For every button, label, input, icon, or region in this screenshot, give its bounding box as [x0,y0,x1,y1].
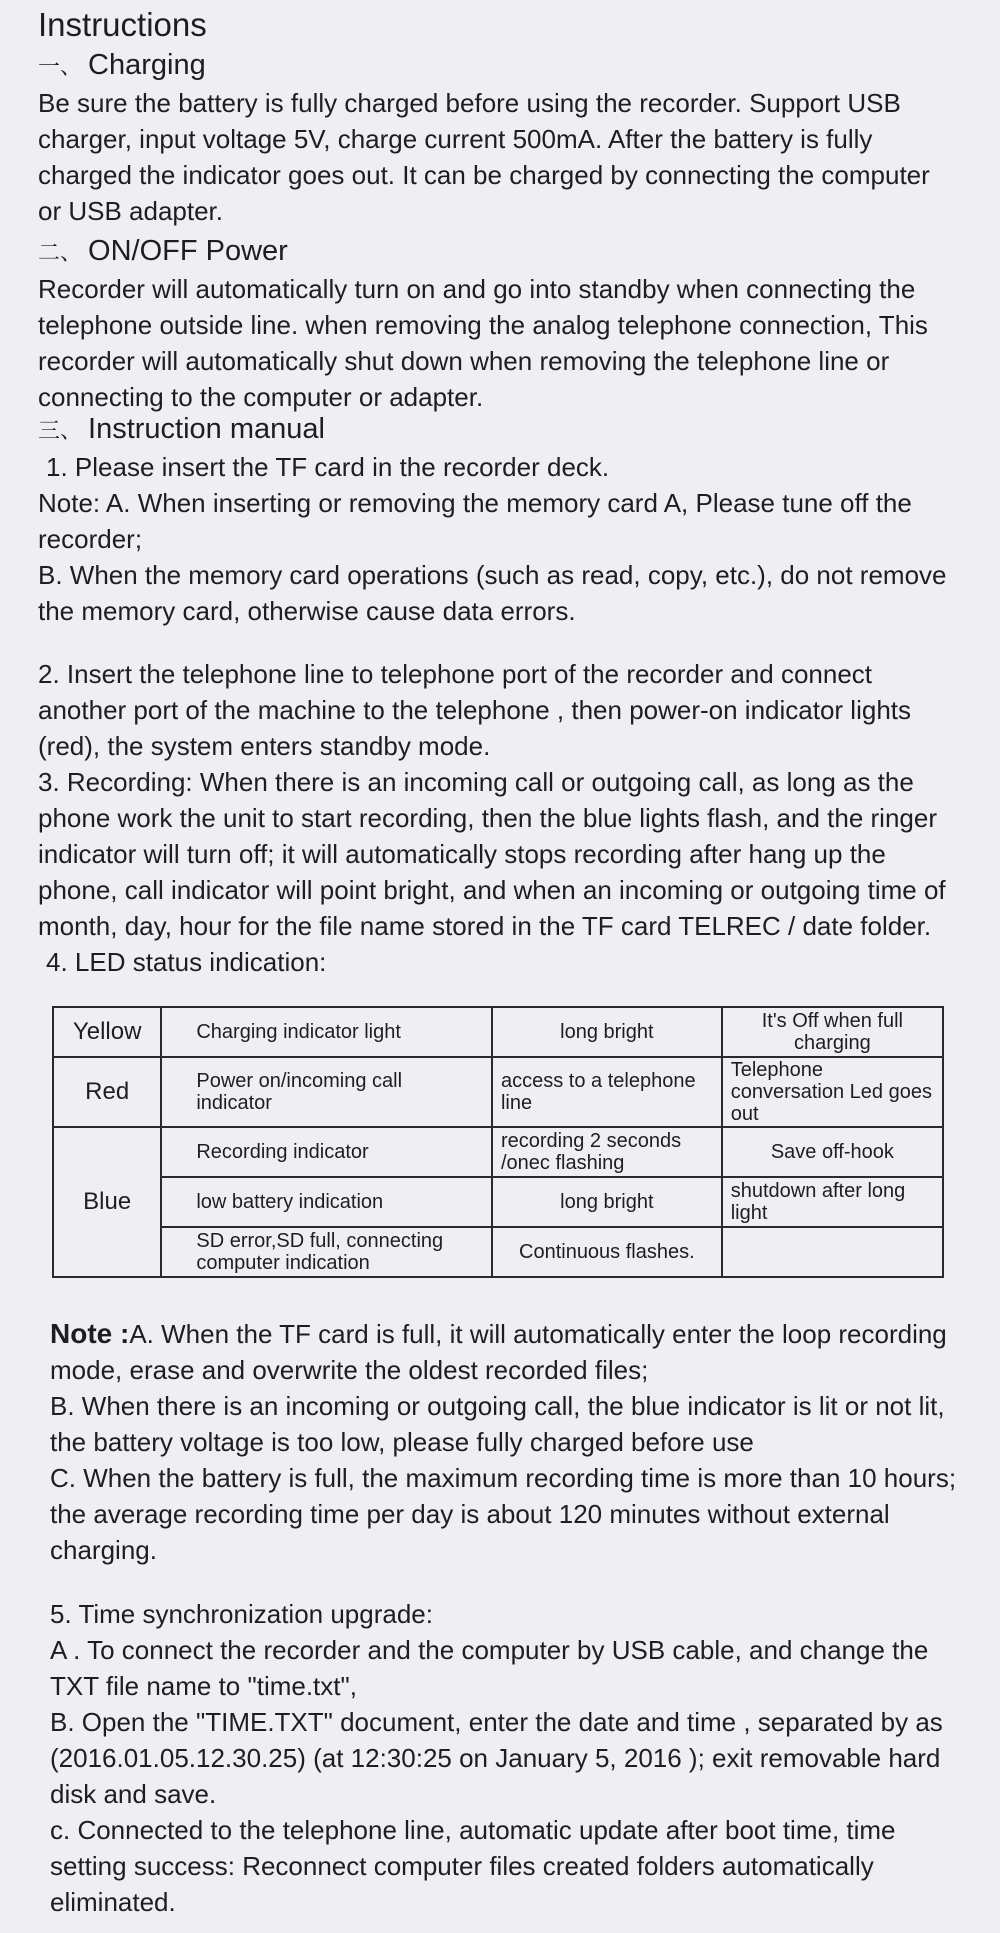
table-row [53,1177,943,1227]
table-cell: shutdown after long light [722,1177,943,1227]
table-cell: SD error,SD full, connecting computer indication [161,1227,492,1277]
step-5-a: A . To connect the recorder and the computer by USB cable, and change the TXT file name to "time.txt", [50,1635,929,1701]
section-title: ON/OFF Power [88,235,288,267]
table-row [53,1057,943,1127]
step-2: 2. Insert the telephone line to telephone port of the recorder and connect another port of the machine to the telephone , then power-on indicator lights (red), the system enters standby mode. [38,659,912,761]
section-power [38,234,960,415]
section-heading-charging [38,48,960,85]
table-row [53,1227,943,1277]
color-yellow: Yellow [53,1007,161,1057]
table-cell: long bright [492,1177,722,1227]
color-blue: Blue [53,1127,161,1277]
note-label: Note : [50,1318,130,1349]
note-a: A. When the TF card is full, it will automatically enter the loop recording mode, erase and overwrite the oldest recorded files; [50,1319,947,1385]
step-5-heading: 5. Time synchronization upgrade: [50,1599,433,1629]
page-title: Instructions [38,6,207,43]
section-time-sync [50,1596,960,1920]
led-status-table [52,1006,944,1278]
charging-text: Be sure the battery is fully charged before using the recorder. Support USB charger, input voltage 5V, charge current 500mA. After the battery is fully charged the indicator goes out. It can be charged by connecting the computer or USB adapter. [38,88,930,226]
table-cell: Continuous flashes. [492,1227,722,1277]
table-cell: Save off-hook [722,1127,943,1177]
table-cell: Power on/incoming call indicator [161,1057,492,1127]
step-4: 4. LED status indication: [46,947,327,977]
table-cell: Charging indicator light [161,1007,492,1057]
section-title: Charging [88,49,206,81]
table-cell: long bright [492,1007,722,1057]
table-row [53,1127,943,1177]
table-cell: recording 2 seconds /onec flashing [492,1127,722,1177]
section-number: 一、 [38,55,83,80]
step-5-c: c. Connected to the telephone line, automatic update after boot time, time setting success: Reconnect computer files created folders automatically eliminated. [50,1815,896,1917]
note-block [50,1316,960,1568]
table-cell: Telephone conversation Led goes out [722,1057,943,1127]
note-b: B. When there is an incoming or outgoing call, the blue indicator is lit or not lit, the battery voltage is too low, please fully charged before use [50,1391,945,1457]
table-cell: low battery indication [161,1177,492,1227]
section-number: 三、 [38,419,83,444]
steps-block [38,656,960,980]
section-heading-power [38,234,960,271]
section-manual [38,412,960,629]
header-block [38,6,960,44]
step-1: 1. Please insert the TF card in the recorder deck. [46,452,610,482]
step-5-b: B. Open the "TIME.TXT" document, enter the date and time , separated by as (2016.01.05.12.30.25) (at 12:30:25 on January 5, 2016 ); exit removable hard disk and save. [50,1707,943,1809]
section-charging [38,48,960,229]
note-b-card: B. When the memory card operations (such as read, copy, etc.), do not remove the memory card, otherwise cause data errors. [38,560,947,626]
table-cell: Recording indicator [161,1127,492,1177]
table-cell [722,1227,943,1277]
step-3: 3. Recording: When there is an incoming call or outgoing call, as long as the phone work the unit to start recording, then the blue lights flash, and the ringer indicator will turn off; it will automatically stops recording after hang up the phone, call indicator will point bright, and when an incoming or outgoing time of month, day, hour for the file name stored in the TF card TELREC / date folder. [38,767,946,941]
section-heading-manual [38,412,960,449]
table-cell: It's Off when full charging [722,1007,943,1057]
table-row [53,1007,943,1057]
color-red: Red [53,1057,161,1127]
section-number: 二、 [38,241,83,266]
power-text: Recorder will automatically turn on and go into standby when connecting the telephone outside line. when removing the analog telephone connection, This recorder will automatically shut down when removing the telephone line or connecting to the computer or adapter. [38,274,928,412]
note-a-card: Note: A. When inserting or removing the memory card A, Please tune off the recorder; [38,488,912,554]
section-title: Instruction manual [88,413,325,445]
table-cell: access to a telephone line [492,1057,722,1127]
note-c: C. When the battery is full, the maximum recording time is more than 10 hours; the average recording time per day is about 120 minutes without external charging. [50,1463,957,1565]
